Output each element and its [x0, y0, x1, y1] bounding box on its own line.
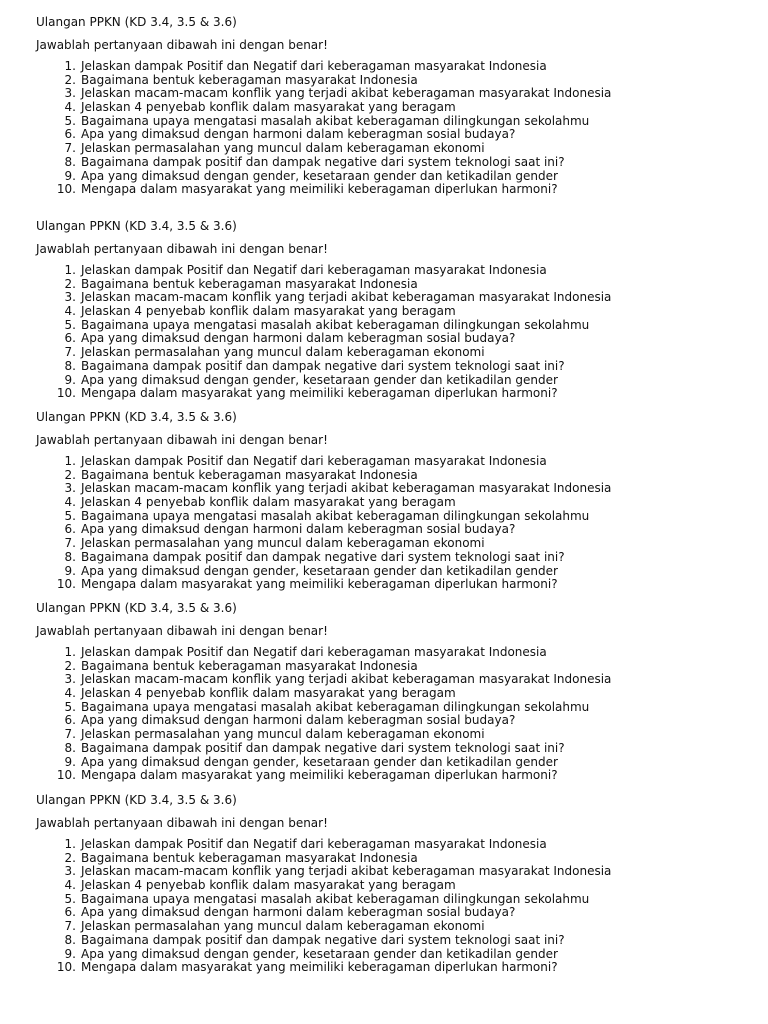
question-text: Apa yang dimaksud dengan harmoni dalam keberagman sosial budaya? — [81, 713, 516, 728]
question-number: 7. — [64, 536, 76, 551]
question-text: Jelaskan permasalahan yang muncul dalam keberagaman ekonomi — [81, 919, 485, 934]
worksheet-title: Ulangan PPKN (KD 3.4, 3.5 & 3.6) — [36, 15, 237, 29]
worksheet-block-1 — [36, 14, 736, 197]
question-number: 1. — [64, 454, 76, 468]
question-text: Bagaimana upaya mengatasi masalah akibat keberagaman dilingkungan sekolahmu — [81, 508, 590, 523]
question-item — [36, 496, 736, 510]
question-item — [36, 879, 736, 893]
question-number: 5. — [64, 508, 76, 523]
question-number: 3. — [64, 672, 76, 687]
question-number: 8. — [64, 932, 76, 947]
question-text: Jelaskan macam-macam konflik yang terjadi akibat keberagaman masyarakat Indonesia — [81, 864, 612, 879]
question-number: 9. — [64, 946, 76, 961]
question-text: Bagaimana dampak positif dan dampak negative dari system teknologi saat ini? — [81, 549, 565, 564]
question-text: Mengapa dalam masyarakat yang meimiliki keberagaman diperlukan harmoni? — [81, 960, 558, 975]
question-text: Bagaimana dampak positif dan dampak negative dari system teknologi saat ini? — [81, 154, 565, 169]
question-text: Mengapa dalam masyarakat yang meimiliki keberagaman diperlukan harmoni? — [81, 386, 558, 401]
question-text: Mengapa dalam masyarakat yang meimiliki keberagaman diperlukan harmoni? — [81, 182, 558, 197]
question-item — [36, 278, 736, 292]
question-number: 10. — [56, 577, 76, 592]
question-number: 7. — [64, 919, 76, 934]
question-number: 2. — [64, 72, 76, 87]
question-number: 2. — [64, 467, 76, 482]
question-text: Jelaskan permasalahan yang muncul dalam keberagaman ekonomi — [81, 141, 485, 156]
question-item — [36, 537, 736, 551]
question-item — [36, 687, 736, 701]
question-text: Bagaimana bentuk keberagaman masyarakat Indonesia — [81, 276, 418, 291]
question-number: 6. — [64, 127, 76, 142]
question-item — [36, 646, 736, 660]
question-item — [36, 934, 736, 948]
question-number: 5. — [64, 891, 76, 906]
question-item — [36, 319, 736, 333]
question-text: Bagaimana bentuk keberagaman masyarakat Indonesia — [81, 850, 418, 865]
question-number: 3. — [64, 481, 76, 496]
question-item — [36, 128, 736, 142]
question-number: 7. — [64, 345, 76, 360]
question-item — [36, 673, 736, 687]
question-text: Jelaskan macam-macam konflik yang terjadi akibat keberagaman masyarakat Indonesia — [81, 86, 612, 101]
question-text: Jelaskan 4 penyebab konflik dalam masyarakat yang beragam — [81, 686, 456, 701]
question-item — [36, 346, 736, 360]
question-text: Apa yang dimaksud dengan harmoni dalam keberagman sosial budaya? — [81, 905, 516, 920]
question-item — [36, 264, 736, 278]
question-text: Jelaskan permasalahan yang muncul dalam keberagaman ekonomi — [81, 536, 485, 551]
question-number: 8. — [64, 154, 76, 169]
question-item — [36, 565, 736, 579]
question-text: Bagaimana dampak positif dan dampak negative dari system teknologi saat ini? — [81, 740, 565, 755]
question-text: Jelaskan macam-macam konflik yang terjadi akibat keberagaman masyarakat Indonesia — [81, 481, 612, 496]
question-text: Bagaimana bentuk keberagaman masyarakat Indonesia — [81, 72, 418, 87]
question-item — [36, 906, 736, 920]
question-text: Bagaimana bentuk keberagaman masyarakat Indonesia — [81, 658, 418, 673]
question-number: 10. — [56, 182, 76, 197]
question-text: Jelaskan dampak Positif dan Negatif dari keberagaman masyarakat Indonesia — [81, 454, 547, 468]
question-item — [36, 551, 736, 565]
question-item — [36, 183, 736, 197]
question-text: Mengapa dalam masyarakat yang meimiliki keberagaman diperlukan harmoni? — [81, 768, 558, 783]
question-text: Bagaimana upaya mengatasi masalah akibat keberagaman dilingkungan sekolahmu — [81, 699, 590, 714]
question-number: 6. — [64, 331, 76, 346]
question-item — [36, 523, 736, 537]
question-text: Bagaimana dampak positif dan dampak negative dari system teknologi saat ini? — [81, 932, 565, 947]
question-item — [36, 101, 736, 115]
question-item — [36, 742, 736, 756]
question-text: Apa yang dimaksud dengan gender, kesetaraan gender dan ketikadilan gender — [81, 168, 558, 183]
question-item — [36, 769, 736, 783]
question-number: 5. — [64, 113, 76, 128]
question-item — [36, 948, 736, 962]
question-item — [36, 920, 736, 934]
question-text: Bagaimana upaya mengatasi masalah akibat keberagaman dilingkungan sekolahmu — [81, 891, 590, 906]
question-number: 1. — [64, 59, 76, 73]
question-number: 9. — [64, 563, 76, 578]
question-text: Apa yang dimaksud dengan harmoni dalam keberagman sosial budaya? — [81, 331, 516, 346]
question-text: Apa yang dimaksud dengan gender, kesetaraan gender dan ketikadilan gender — [81, 946, 558, 961]
question-text: Jelaskan 4 penyebab konflik dalam masyarakat yang beragam — [81, 878, 456, 893]
question-text: Jelaskan permasalahan yang muncul dalam keberagaman ekonomi — [81, 345, 485, 360]
question-number: 1. — [64, 263, 76, 277]
question-item — [36, 360, 736, 374]
question-number: 8. — [64, 358, 76, 373]
question-number: 7. — [64, 141, 76, 156]
worksheet-instruction: Jawablah pertanyaan dibawah ini dengan benar! — [36, 816, 328, 830]
question-text: Bagaimana bentuk keberagaman masyarakat Indonesia — [81, 467, 418, 482]
worksheet-block-5 — [36, 792, 736, 975]
question-number: 10. — [56, 960, 76, 975]
question-list — [36, 455, 736, 592]
question-item — [36, 455, 736, 469]
question-item — [36, 60, 736, 74]
question-number: 4. — [64, 304, 76, 319]
question-item — [36, 332, 736, 346]
question-number: 10. — [56, 386, 76, 401]
question-text: Apa yang dimaksud dengan gender, kesetaraan gender dan ketikadilan gender — [81, 754, 558, 769]
worksheet-instruction: Jawablah pertanyaan dibawah ini dengan benar! — [36, 242, 328, 256]
question-item — [36, 756, 736, 770]
question-text: Bagaimana upaya mengatasi masalah akibat keberagaman dilingkungan sekolahmu — [81, 113, 590, 128]
worksheet-block-2 — [36, 218, 736, 401]
question-number: 8. — [64, 740, 76, 755]
question-item — [36, 156, 736, 170]
worksheet-instruction: Jawablah pertanyaan dibawah ini dengan benar! — [36, 38, 328, 52]
question-text: Jelaskan permasalahan yang muncul dalam keberagaman ekonomi — [81, 727, 485, 742]
worksheet-title: Ulangan PPKN (KD 3.4, 3.5 & 3.6) — [36, 601, 237, 615]
question-item — [36, 578, 736, 592]
question-list — [36, 60, 736, 197]
question-list — [36, 264, 736, 401]
question-item — [36, 374, 736, 388]
question-number: 7. — [64, 727, 76, 742]
question-number: 2. — [64, 850, 76, 865]
question-number: 5. — [64, 699, 76, 714]
question-list — [36, 838, 736, 975]
question-text: Apa yang dimaksud dengan harmoni dalam keberagman sosial budaya? — [81, 522, 516, 537]
question-number: 5. — [64, 317, 76, 332]
question-text: Mengapa dalam masyarakat yang meimiliki keberagaman diperlukan harmoni? — [81, 577, 558, 592]
question-text: Bagaimana upaya mengatasi masalah akibat keberagaman dilingkungan sekolahmu — [81, 317, 590, 332]
question-item — [36, 305, 736, 319]
question-item — [36, 170, 736, 184]
question-text: Jelaskan 4 penyebab konflik dalam masyarakat yang beragam — [81, 495, 456, 510]
question-number: 2. — [64, 658, 76, 673]
question-item — [36, 510, 736, 524]
question-item — [36, 115, 736, 129]
question-number: 6. — [64, 522, 76, 537]
question-text: Jelaskan 4 penyebab konflik dalam masyarakat yang beragam — [81, 100, 456, 115]
question-text: Bagaimana dampak positif dan dampak negative dari system teknologi saat ini? — [81, 358, 565, 373]
question-number: 4. — [64, 878, 76, 893]
question-item — [36, 87, 736, 101]
worksheet-title: Ulangan PPKN (KD 3.4, 3.5 & 3.6) — [36, 793, 237, 807]
question-item — [36, 961, 736, 975]
question-number: 9. — [64, 372, 76, 387]
question-text: Apa yang dimaksud dengan gender, kesetaraan gender dan ketikadilan gender — [81, 563, 558, 578]
question-text: Jelaskan 4 penyebab konflik dalam masyarakat yang beragam — [81, 304, 456, 319]
question-number: 2. — [64, 276, 76, 291]
question-text: Apa yang dimaksud dengan gender, kesetaraan gender dan ketikadilan gender — [81, 372, 558, 387]
question-number: 1. — [64, 837, 76, 851]
question-item — [36, 469, 736, 483]
question-number: 1. — [64, 645, 76, 659]
question-item — [36, 701, 736, 715]
question-number: 9. — [64, 754, 76, 769]
question-number: 9. — [64, 168, 76, 183]
question-number: 8. — [64, 549, 76, 564]
question-item — [36, 838, 736, 852]
question-text: Jelaskan dampak Positif dan Negatif dari keberagaman masyarakat Indonesia — [81, 263, 547, 277]
question-item — [36, 74, 736, 88]
question-number: 4. — [64, 495, 76, 510]
question-list — [36, 646, 736, 783]
question-item — [36, 893, 736, 907]
question-number: 3. — [64, 864, 76, 879]
question-item — [36, 852, 736, 866]
question-number: 6. — [64, 905, 76, 920]
question-text: Jelaskan macam-macam konflik yang terjadi akibat keberagaman masyarakat Indonesia — [81, 290, 612, 305]
worksheet-instruction: Jawablah pertanyaan dibawah ini dengan benar! — [36, 433, 328, 447]
worksheet-block-4 — [36, 600, 736, 783]
question-number: 6. — [64, 713, 76, 728]
question-text: Jelaskan dampak Positif dan Negatif dari keberagaman masyarakat Indonesia — [81, 59, 547, 73]
question-text: Jelaskan dampak Positif dan Negatif dari keberagaman masyarakat Indonesia — [81, 837, 547, 851]
question-item — [36, 291, 736, 305]
question-text: Apa yang dimaksud dengan harmoni dalam keberagman sosial budaya? — [81, 127, 516, 142]
question-number: 3. — [64, 86, 76, 101]
question-item — [36, 865, 736, 879]
worksheet-instruction: Jawablah pertanyaan dibawah ini dengan benar! — [36, 624, 328, 638]
question-text: Jelaskan dampak Positif dan Negatif dari keberagaman masyarakat Indonesia — [81, 645, 547, 659]
question-item — [36, 482, 736, 496]
question-item — [36, 660, 736, 674]
worksheet-title: Ulangan PPKN (KD 3.4, 3.5 & 3.6) — [36, 410, 237, 424]
worksheet-title: Ulangan PPKN (KD 3.4, 3.5 & 3.6) — [36, 219, 237, 233]
worksheet-block-3 — [36, 409, 736, 592]
question-item — [36, 714, 736, 728]
question-text: Jelaskan macam-macam konflik yang terjadi akibat keberagaman masyarakat Indonesia — [81, 672, 612, 687]
question-item — [36, 142, 736, 156]
question-item — [36, 728, 736, 742]
question-number: 4. — [64, 686, 76, 701]
question-number: 4. — [64, 100, 76, 115]
question-number: 10. — [56, 768, 76, 783]
question-item — [36, 387, 736, 401]
question-number: 3. — [64, 290, 76, 305]
